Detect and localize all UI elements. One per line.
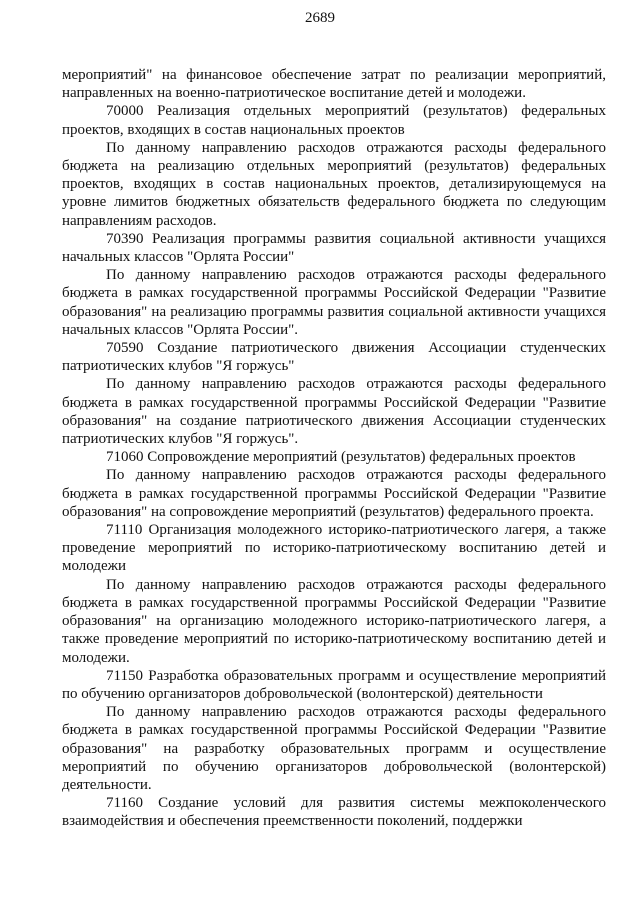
- page-number: 2689: [305, 10, 335, 26]
- paragraph: 71160 Создание условий для развития системы межпоколенческого взаимодействия и обеспечения преемственности поколений, поддержки: [62, 795, 606, 830]
- paragraph: По данному направлению расходов отражаются расходы федерального бюджета в рамках государственной программы Российской Федерации "Развитие образования" на организацию молодежного историко-патриотического лагеря, а также проведение мероприятий по историко-патриотическому воспитанию детей и молодежи.: [62, 576, 606, 666]
- paragraph: По данному направлению расходов отражаются расходы федерального бюджета на реализацию отдельных мероприятий (результатов) федеральных проектов, входящих в состав национальных проектов, детализирующемуся на уровне лимитов бюджетных обязательств федерального бюджета по следующим направлениям расходов.: [62, 139, 606, 229]
- paragraph: 70000 Реализация отдельных мероприятий (результатов) федеральных проектов, входящих в состав национальных проектов: [62, 103, 606, 138]
- paragraph: По данному направлению расходов отражаются расходы федерального бюджета в рамках государственной программы Российской Федерации "Развитие образования" на сопровождение мероприятий (результатов) федерального проекта.: [62, 467, 606, 520]
- paragraph: По данному направлению расходов отражаются расходы федерального бюджета в рамках государственной программы Российской Федерации "Развитие образования" на разработку образовательных программ и осуществление мероприятий по обучению организаторов добровольческой (волонтерской) деятельности.: [62, 704, 606, 793]
- paragraph: По данному направлению расходов отражаются расходы федерального бюджета в рамках государственной программы Российской Федерации "Развитие образования" на реализацию программы развития социальной активности учащихся начальных классов "Орлята России".: [62, 267, 606, 338]
- paragraph: 71150 Разработка образовательных программ и осуществление мероприятий по обучению организаторов добровольческой (волонтерской) деятельности: [62, 667, 606, 702]
- paragraph: 70590 Создание патриотического движения Ассоциации студенческих патриотических клубов "Я горжусь": [62, 340, 606, 375]
- paragraph: 71060 Сопровождение мероприятий (результатов) федеральных проектов: [106, 449, 576, 466]
- paragraph: мероприятий" на финансовое обеспечение затрат по реализации мероприятий, направленных на военно-патриотическое воспитание детей и молодежи.: [62, 67, 606, 102]
- document-body: [62, 66, 606, 831]
- paragraph: 71110 Организация молодежного историко-патриотического лагеря, а также проведение мероприятий по историко-патриотическому воспитанию детей и молодежи: [62, 522, 606, 575]
- paragraph: 70390 Реализация программы развития социальной активности учащихся начальных классов "Орлята России": [62, 230, 606, 266]
- paragraph: По данному направлению расходов отражаются расходы федерального бюджета в рамках государственной программы Российской Федерации "Развитие образования" на создание патриотического движения Ассоциации студенческих патриотических клубов "Я горжусь".: [62, 376, 606, 448]
